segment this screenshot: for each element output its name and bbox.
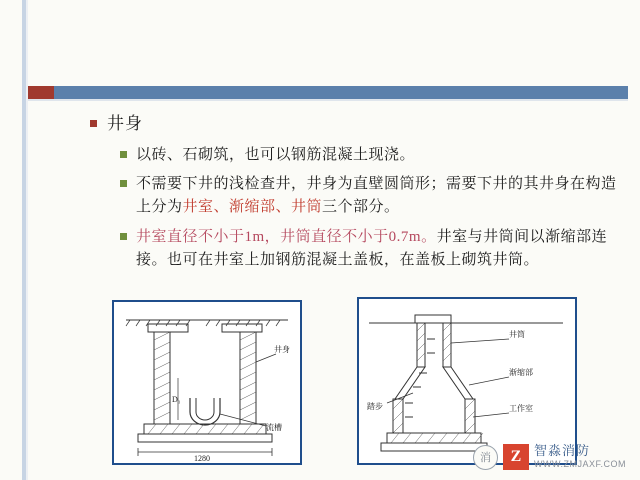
watermark-circle-icon: 消 — [473, 445, 498, 470]
left-accent-bar-inner — [26, 0, 28, 480]
figure-right-label-shaft: 井筒 — [509, 330, 525, 339]
watermark-logo — [473, 444, 626, 470]
square-bullet-icon — [120, 151, 127, 158]
watermark-brand: 智淼消防 — [534, 443, 591, 459]
heading-bullet-icon — [90, 120, 97, 127]
bullet-2-emphasis: 井室、渐缩部、井筒 — [182, 199, 323, 216]
bullet-text-2 — [136, 173, 620, 220]
bullet-3-highlight: 井室直径不小于1m，井筒直径不小于0.7m。 — [136, 228, 437, 245]
figure-right-label-steps: 踏步 — [367, 402, 383, 411]
figure-left-section-view — [112, 300, 302, 465]
watermark-square-icon: Z — [503, 444, 529, 470]
watermark-text — [534, 444, 626, 469]
figure-right-section-view — [357, 297, 577, 465]
header-rule-accent — [28, 86, 54, 99]
figure-right-label-taper: 渐缩部 — [509, 368, 533, 377]
bullet-item-1 — [120, 144, 620, 167]
header-rule-shadow — [28, 99, 628, 101]
square-bullet-icon — [120, 233, 127, 240]
figure-left-label-trough: 流槽 — [266, 423, 282, 432]
figure-left-dim-width: 1280 — [194, 454, 210, 463]
bullet-2-post: 三个部分。 — [322, 199, 400, 216]
figure-group — [112, 300, 577, 465]
heading-row — [90, 112, 620, 136]
bullet-3-rest: 井室与井筒间以渐缩部连接。也可在井室上加钢筋混凝土盖板，在盖板上砌筑井筒。 — [136, 228, 608, 268]
figure-right-label-chamber: 工作室 — [509, 404, 533, 413]
square-bullet-icon — [120, 180, 127, 187]
page-title: 井身 — [107, 114, 143, 133]
figure-left-dim-height: D₁ — [172, 395, 181, 404]
watermark-url: WWW.ZMJAXF.COM — [534, 459, 626, 470]
figure-left-label-well-body: 井身 — [274, 345, 290, 354]
bullet-text-1: 以砖、石砌筑，也可以钢筋混凝土现浇。 — [136, 146, 416, 163]
bullet-2-pre: 不需要下井的浅检查井，井身为直壁圆筒形；需要下井的其井身在构造上分为 — [136, 176, 617, 216]
bullet-text-3 — [136, 226, 620, 273]
slide-content — [90, 112, 620, 278]
header-rule — [28, 86, 628, 99]
bullet-item-2 — [120, 173, 620, 220]
bullet-item-3 — [120, 226, 620, 273]
